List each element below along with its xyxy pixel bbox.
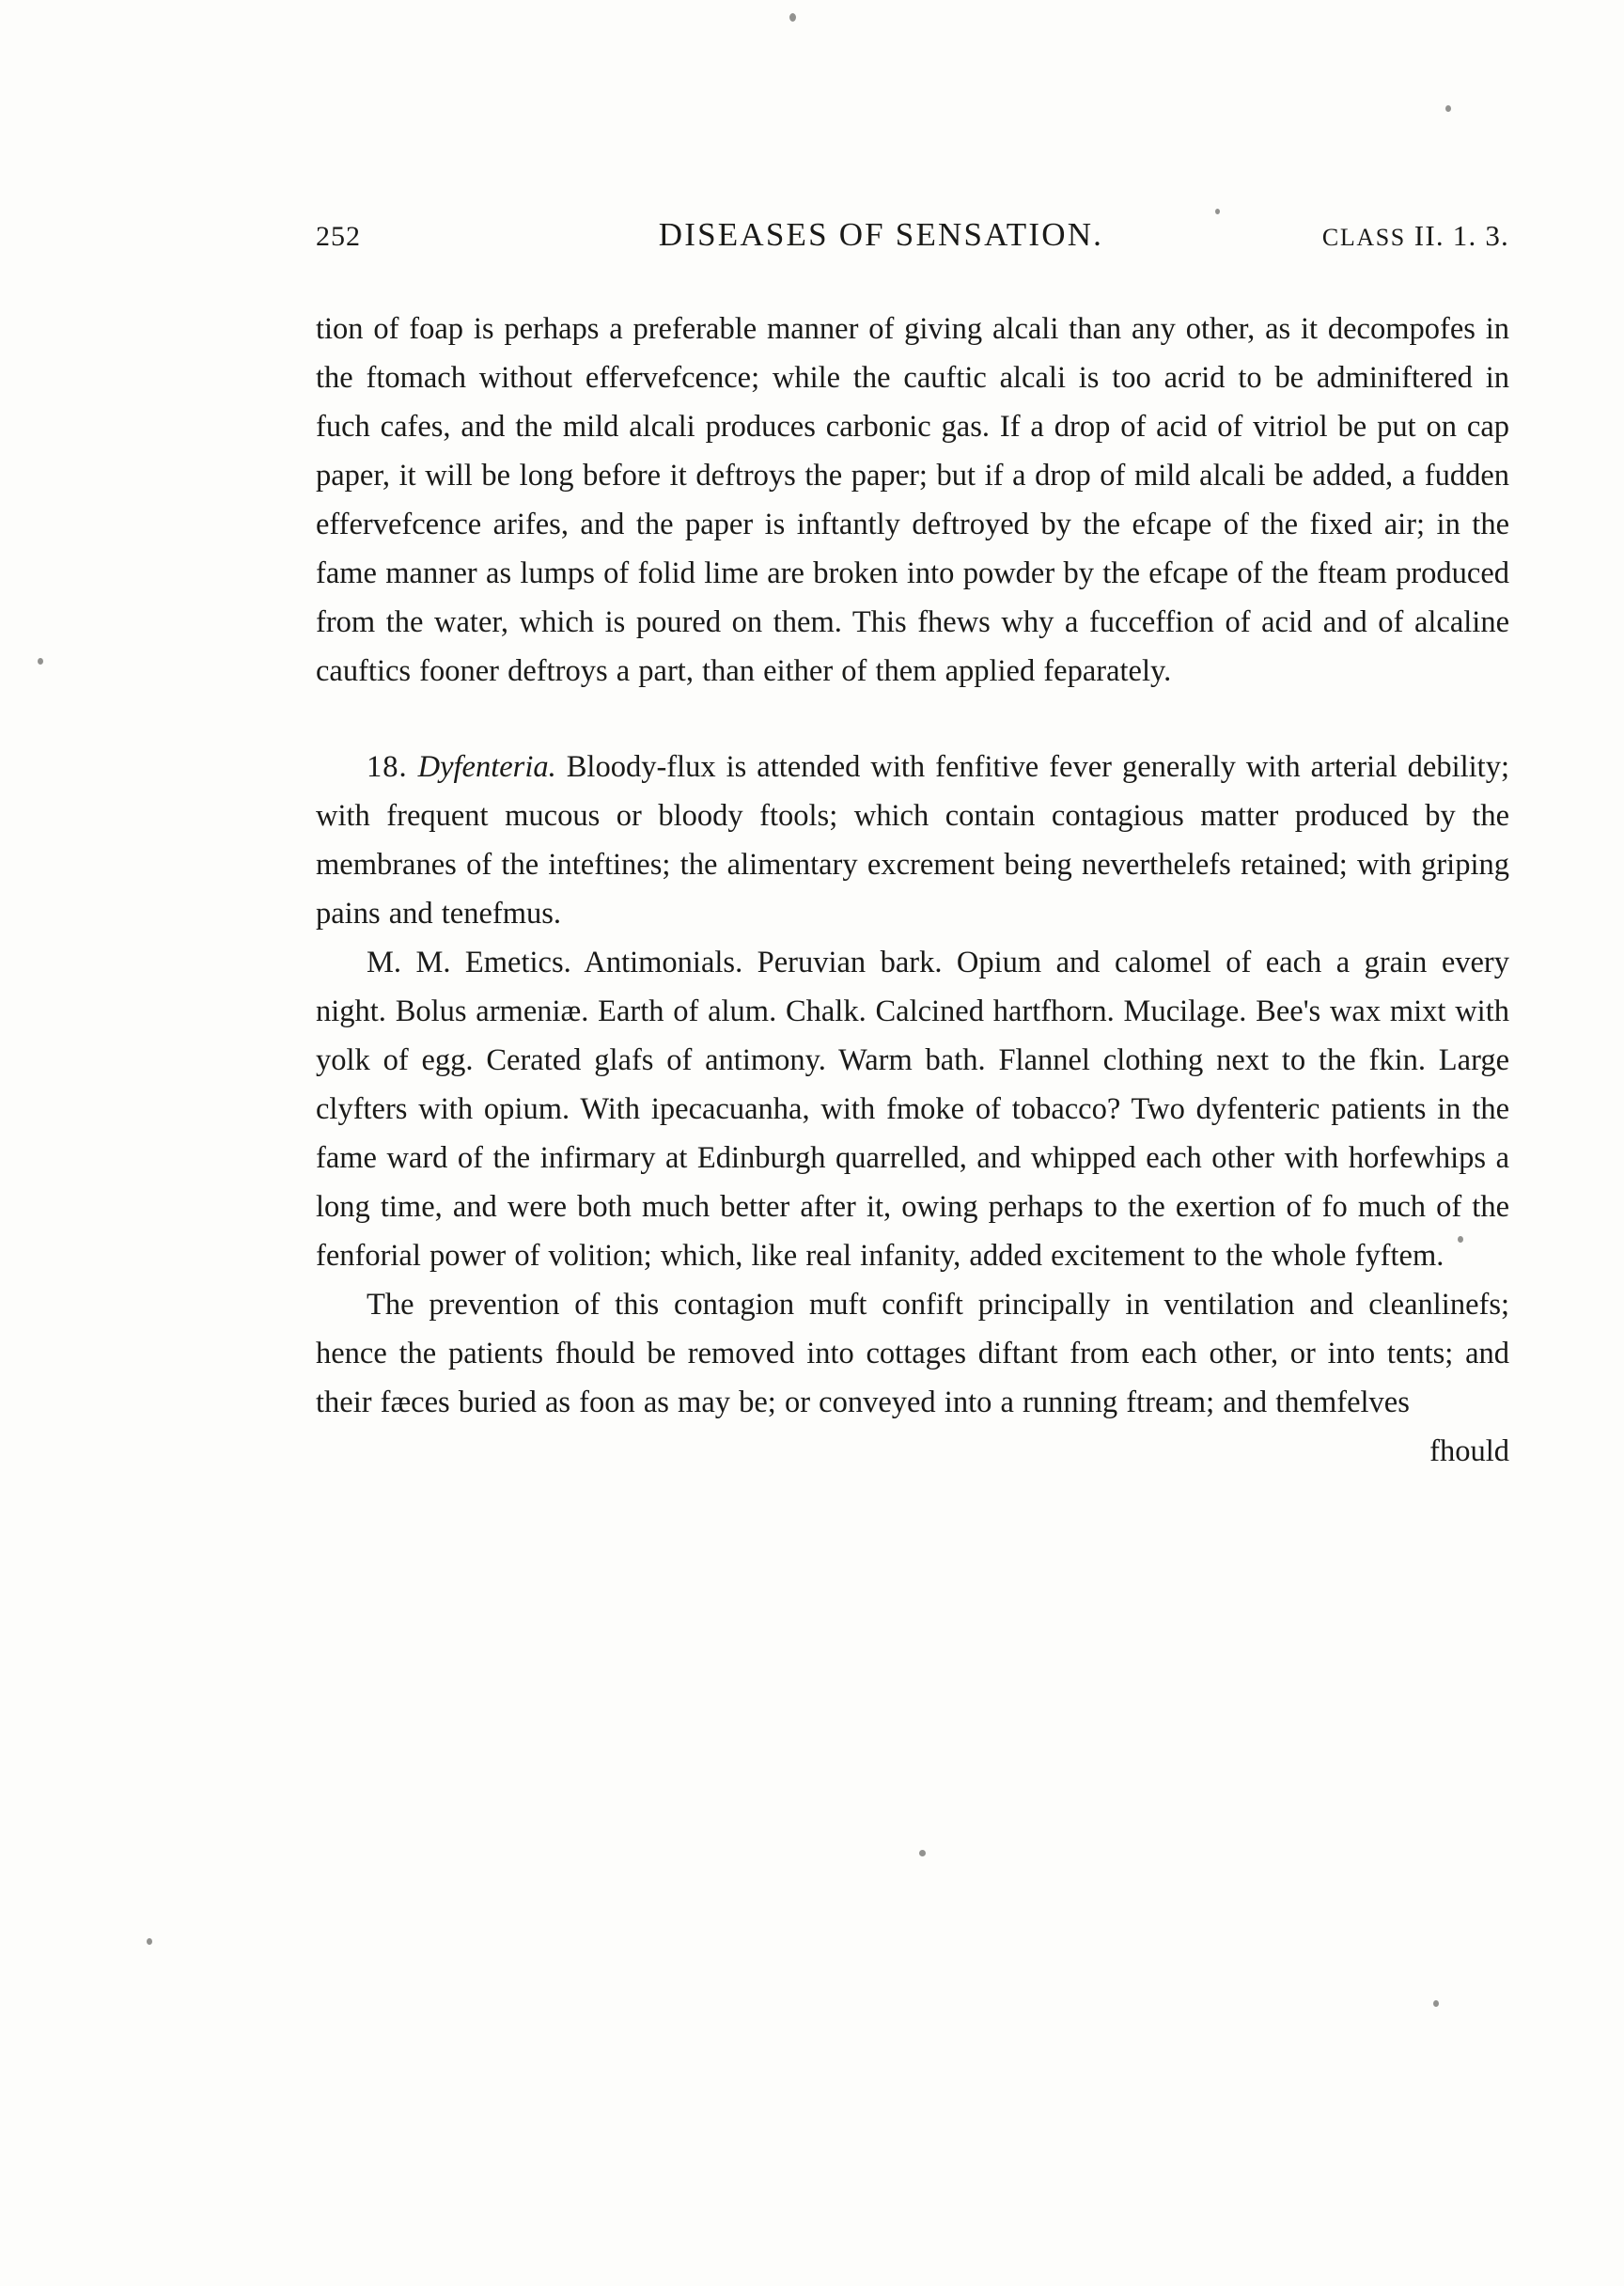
catchword-line bbox=[316, 1427, 1509, 1476]
page-content bbox=[316, 216, 1509, 1476]
class-label: CLASS bbox=[1321, 224, 1406, 251]
scan-speck bbox=[919, 1850, 926, 1856]
scan-speck bbox=[1215, 209, 1220, 214]
paragraph-spacer bbox=[316, 696, 1509, 743]
section-title: Dyfenteria. bbox=[417, 750, 556, 784]
paragraph-section-dysenteria bbox=[316, 743, 1509, 938]
scan-speck bbox=[38, 658, 43, 665]
scan-speck bbox=[789, 13, 796, 22]
paragraph-continued: tion of foap is perhaps a preferable manner of giving alcali than any other, as it decompofes in the ftomach without effervefcence; while the cauftic alcali is too acrid to be adminiftered in fuch cafes, and the mild alcali produces carbonic gas. If a drop of acid of vitriol be put on cap paper, it will be long before it deftroys the paper; but if a drop of mild alcali be added, a fudden effervefcence arifes, and the paper is inftantly deftroyed by the efcape of the fixed air; in the fame manner as lumps of folid lime are broken into powder by the efcape of the fteam produced from the water, which is poured on them. This fhews why a fucceffion of acid and of alcaline cauftics fooner deftroys a part, than either of them applied feparately. bbox=[316, 312, 1509, 688]
running-head bbox=[316, 216, 1509, 254]
paragraph-materia-medica: M. M. Emetics. Antimonials. Peruvian bark. Opium and calomel of each a grain every night. Bolus armeniæ. Earth of alum. Chalk. Calcined hartfhorn. Mucilage. Bee's wax mixt with yolk of egg. Cerated glafs of antimony. Warm bath. Flannel clothing next to the fkin. Large clyfters with opium. With ipecacuanha, with fmoke of tobacco? Two dyfenteric patients in the fame ward of the infirmary at Edinburgh quarrelled, and whipped each other with horfewhips a long time, and were both much better after it, owing perhaps to the exertion of fo much of the fenforial power of volition; which, like real infanity, added excitement to the whole fyftem. bbox=[316, 946, 1509, 1273]
page-number: 252 bbox=[316, 221, 361, 252]
class-number: II. 1. 3. bbox=[1413, 219, 1509, 252]
scan-speck bbox=[1433, 2000, 1439, 2007]
catchword: fhould bbox=[1429, 1434, 1509, 1468]
running-title: DISEASES OF SENSATION. bbox=[658, 216, 1104, 253]
paragraph-prevention: The prevention of this contagion muft confift principally in ventilation and cleanlinefs; hence the patients fhould be removed into cottages diftant from each other, or into tents; and their fæces buried as foon as may be; or conveyed into a running ftream; and themfelves bbox=[316, 1288, 1509, 1419]
class-reference bbox=[1305, 219, 1509, 253]
scan-speck bbox=[1445, 105, 1451, 112]
section-text: Bloody-flux is attended with fenfitive fever generally with arterial debility; with frequent mucous or bloody ftools; which contain contagious matter produced by the membranes of the inteftines; the alimentary excrement being neverthelefs retained; with griping pains and tenefmus. bbox=[316, 750, 1509, 931]
section-number: 18. bbox=[367, 750, 408, 784]
scan-speck bbox=[147, 1938, 152, 1945]
